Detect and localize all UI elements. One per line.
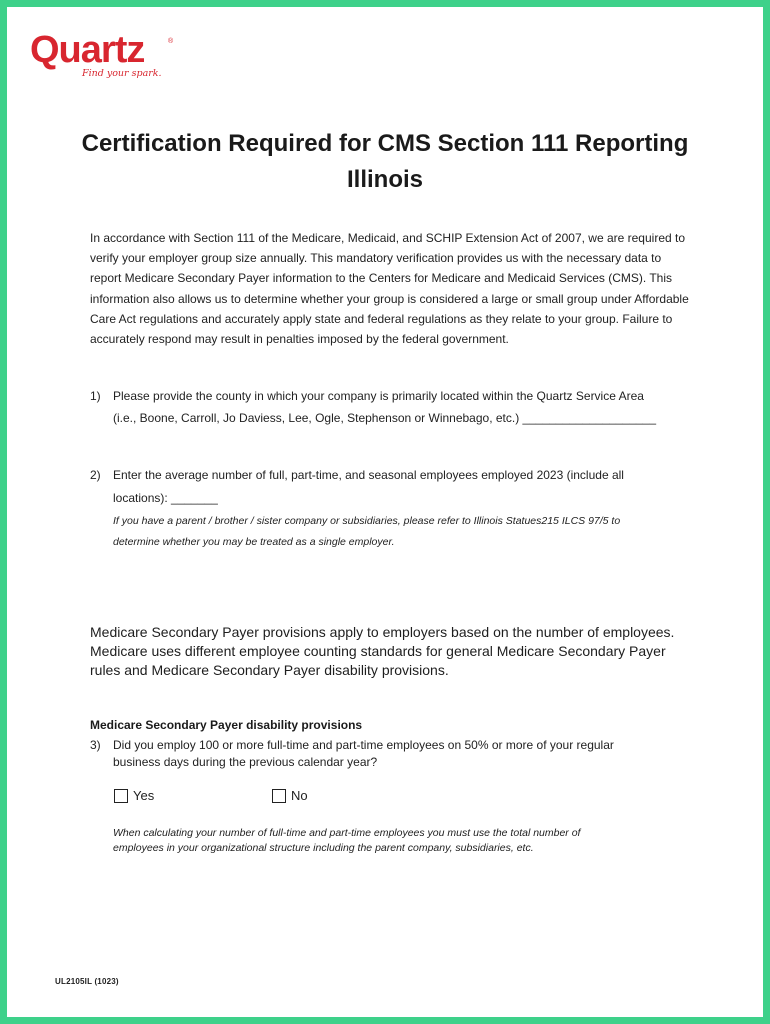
msp-paragraph: [90, 623, 690, 680]
section-heading: Medicare Secondary Payer disability provisions: [90, 718, 363, 732]
yes-checkbox[interactable]: [114, 789, 128, 803]
question-2-employee-count-line[interactable]: locations): _______: [113, 491, 218, 505]
no-checkbox[interactable]: [272, 789, 286, 803]
intro-paragraph: In accordance with Section 111 of the Medicare, Medicaid, and SCHIP Extension Act of 2007, we are required to verify your employer group size annually. This mandatory verification provides us with the necessary data to report Medicare Secondary Payer information to the Centers for Medicare and Medicaid Services (CMS). This information also allows us to determine whether your group is considered a large or small group under Affordable Care Act regulations and accurately apply state and federal regulations as they relate to your group. Failure to accurately respond may result in penalties imposed by the federal government.: [90, 231, 689, 347]
yes-label: Yes: [133, 788, 155, 803]
question-3-text-line-1: Did you employ 100 or more full-time and part-time employees on 50% or more of your regular: [113, 738, 614, 752]
msp-line-2: Medicare uses different employee counting standards for general Medicare Secondary Payer: [90, 643, 666, 659]
logo-tagline: Find your spark.: [82, 68, 162, 79]
no-option[interactable]: [272, 788, 308, 803]
msp-line-3: rules and Medicare Secondary Payer disability provisions.: [90, 662, 449, 678]
question-3-number: 3): [90, 738, 101, 752]
title-line-1: Certification Required for CMS Section 111 Reporting: [81, 130, 689, 157]
msp-line-1: Medicare Secondary Payer provisions apply to employers based on the number of employees.: [90, 624, 675, 640]
logo-wordmark: Quartz: [30, 29, 145, 71]
quartz-logo: [30, 30, 180, 85]
question-2-number: 2): [90, 468, 101, 482]
page-title: [0, 126, 770, 198]
question-1-text: Please provide the county in which your company is primarily located within the Quartz Service Area: [113, 389, 644, 403]
question-2-note-line-2: determine whether you may be treated as a single employer.: [113, 536, 395, 548]
question-3-note: [113, 827, 580, 854]
question-2-note-line-1: If you have a parent / brother / sister company or subsidiaries, please refer to Illinois Statues215 ILCS 97/5 to: [113, 515, 621, 527]
logo-trademark: ®: [168, 38, 174, 45]
title-line-2: Illinois: [346, 166, 423, 193]
question-2-text: Enter the average number of full, part-time, and seasonal employees employed 2023 (include all: [113, 468, 624, 482]
yes-option[interactable]: [114, 788, 154, 803]
question-3-text-line-2: business days during the previous calendar year?: [113, 755, 378, 769]
question-1-number: 1): [90, 389, 101, 403]
question-3-note-line-1: When calculating your number of full-time and part-time employees you must use the total number of: [113, 827, 581, 839]
question-1-county-line[interactable]: (i.e., Boone, Carroll, Jo Daviess, Lee, Ogle, Stephenson or Winnebago, etc.) ____________________: [113, 411, 657, 425]
question-3-note-line-2: employees in your organizational structure including the parent company, subsidiaries, etc.: [113, 842, 534, 854]
form-code: UL2105IL (1023): [55, 977, 119, 986]
no-label: No: [291, 788, 308, 803]
